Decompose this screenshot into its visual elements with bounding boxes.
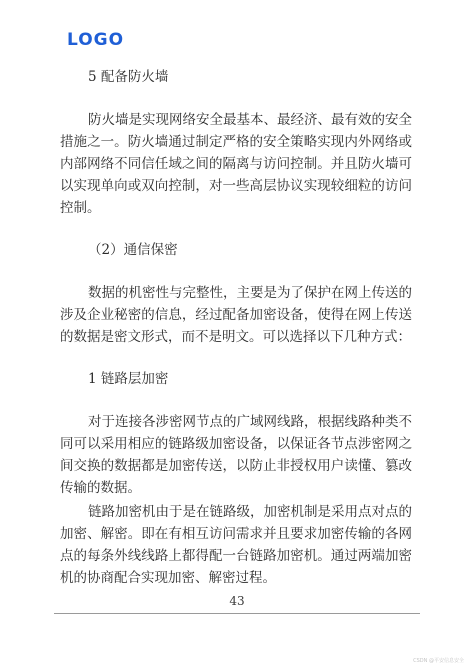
watermark: CSDN @平安信息安全 bbox=[413, 658, 464, 664]
footer-divider bbox=[54, 613, 420, 614]
document-body bbox=[60, 66, 412, 589]
section-heading-firewall: 5 配备防火墙 bbox=[88, 69, 169, 85]
section-heading-communication-secrecy: （2）通信保密 bbox=[88, 242, 178, 258]
paragraph-link-encryption-machine: 链路加密机由于是在链路级，加密机制是采用点对点的加密、解密。即在有相互访问需求并且要求加密传输的各网点的每条外线线路上都得配一台链路加密机。通过两端加密机的协商配合实现加密、解密过程。 bbox=[60, 504, 412, 586]
paragraph-firewall: 防火墙是实现网络安全最基本、最经济、最有效的安全措施之一。防火墙通过制定严格的安全策略实现内外网络或内部网络不同信任域之间的隔离与访问控制。并且防火墙可以实现单向或双向控制，对一些高层协议实现较细粒的访问控制。 bbox=[60, 112, 412, 216]
paragraph-data-confidentiality: 数据的机密性与完整性，主要是为了保护在网上传送的涉及企业秘密的信息，经过配备加密设备，使得在网上传送的数据是密文形式，而不是明文。可以选择以下几种方式： bbox=[60, 285, 412, 345]
company-logo: LOGO bbox=[67, 30, 125, 50]
section-heading-link-layer-encryption: 1 链路层加密 bbox=[88, 371, 169, 387]
paragraph-link-encryption-devices: 对于连接各涉密网节点的广域网线路，根据线路种类不同可以采用相应的链路级加密设备，以保证各节点涉密网之间交换的数据都是加密传送，以防止非授权用户读懂、篡改传输的数据。 bbox=[60, 414, 412, 496]
page-number: 43 bbox=[229, 594, 245, 608]
